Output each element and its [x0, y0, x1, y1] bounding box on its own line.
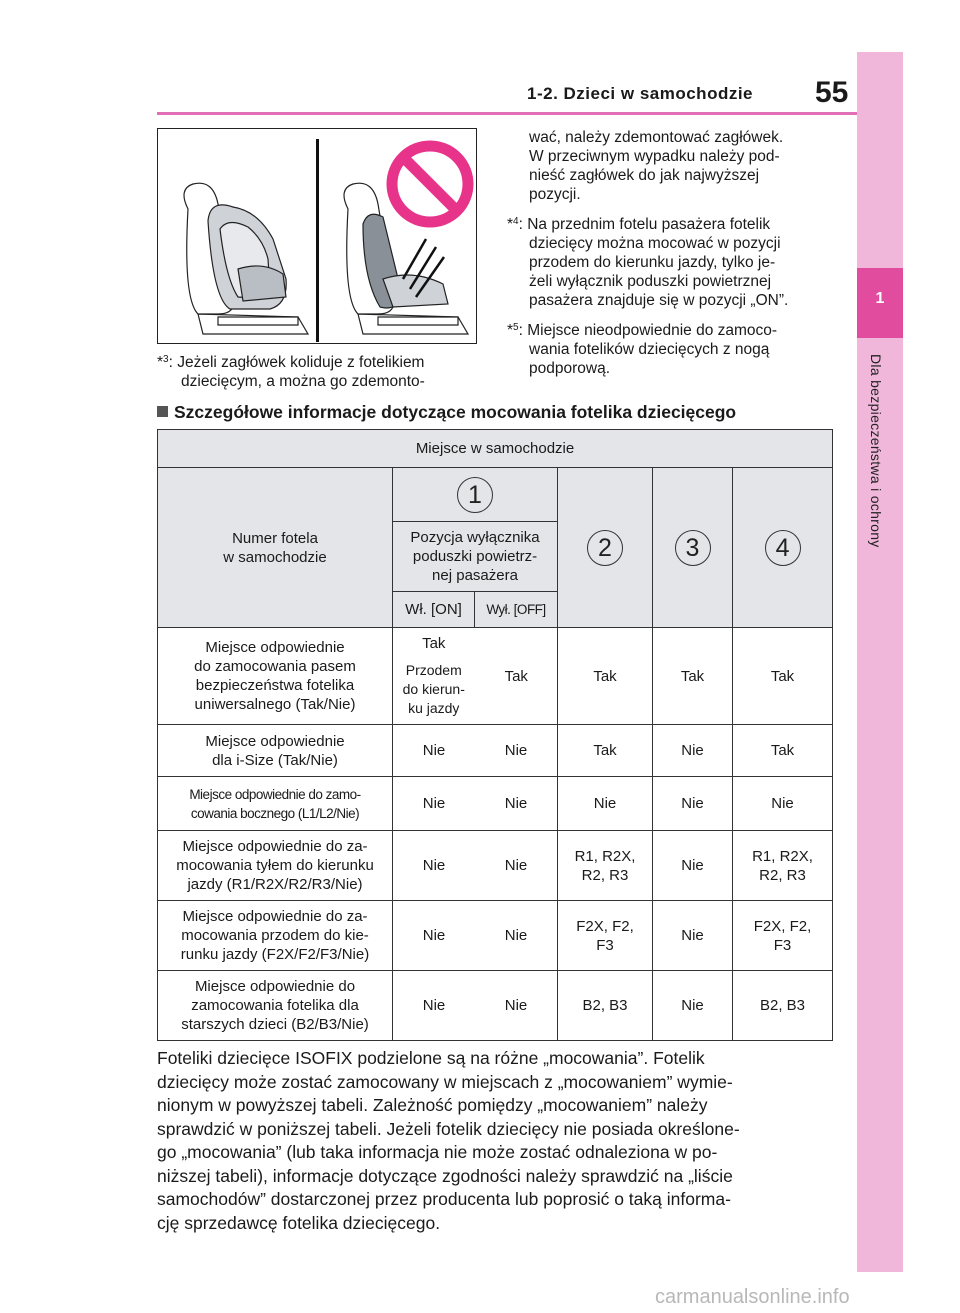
- chapter-side-tab: [857, 52, 903, 1272]
- figure-divider: [316, 139, 319, 342]
- chapter-number: 1: [875, 290, 885, 307]
- footnote-line: : Jeżeli zagłówek koliduje z fotelikiem: [168, 354, 425, 371]
- child-seat-drawing: [158, 129, 475, 342]
- watermark: carmanualsonline.info: [655, 1286, 850, 1308]
- table-row: Miejsce odpowiednie do zamo- cowania bocznego (L1/L2/Nie) Nie Nie Nie Nie Nie: [158, 777, 833, 831]
- seat-4-header: [733, 468, 833, 628]
- footnote-5: *$^5$: Miejsce nieodpowiednie do zamoco- wania fotelików dziecięcych z nogą podporową.: [507, 322, 778, 377]
- child-seat-illustration: [157, 128, 477, 344]
- seat-2-header: [558, 468, 653, 628]
- airbag-off-header: Wył. [OFF]: [475, 592, 558, 628]
- header-rule: [157, 112, 860, 115]
- table-top-header: Miejsce w samochodzie: [158, 430, 833, 468]
- footnote-marker: *: [157, 354, 164, 371]
- page-number: 55: [815, 76, 849, 109]
- running-header: 1-2. Dzieci w samochodzie: [527, 84, 754, 103]
- section-heading: Szczegółowe informacje dotyczące mocowania fotelika dziecięcego: [157, 402, 736, 423]
- table-row: Miejsce odpowiednie do za- mocowania przodem do kie- runku jazdy (F2X/F2/F3/Nie) Nie Nie F2X, F2, F3 Nie F2X, F2, F3: [158, 901, 833, 971]
- seat-3-icon: 3: [675, 530, 711, 566]
- seat-1-header: [393, 468, 558, 522]
- seat-number-label: Numer fotela w samochodzie: [158, 468, 393, 628]
- table-row: Miejsce odpowiednie do zamocowania pasem bezpieczeństwa fotelika uniwersalnego (Tak/Nie) Tak Przodem do kierun- ku jazdy Tak Tak Tak Tak: [158, 628, 833, 725]
- footnote-line: dziecięcym, a można go zdemonto-: [181, 373, 425, 390]
- airbag-on-header: Wł. [ON]: [393, 592, 475, 628]
- seat-1-icon: 1: [457, 477, 493, 513]
- footnote-3: [157, 350, 425, 391]
- isofix-paragraph: Foteliki dziecięce ISOFIX podzielone są na różne „mocowania”. Fotelik dziecięcy może zostać zamocowany w miejscach z „mocowaniem” wymie- nionym w powyższej tabeli. Zależność pomiędzy „mocowaniem” należy sprawdzić w poniższej tabeli. Jeżeli fotelik dziecięcy nie posiada określone- go „mocowania” (lub taka informacja nie może zostać odnaleziona w po- niższej tabeli), informacje dotyczące zgodności należy sprawdzić na „liście samochodów” dostarczonej przez producenta lub poprosić o taką informa- cję sprzedawcę fotelika dziecięcego.: [157, 1048, 740, 1233]
- car-seat-left-icon: [184, 183, 308, 334]
- table-row: Miejsce odpowiednie do za- mocowania tyłem do kierunku jazdy (R1/R2X/R2/R3/Nie) Nie Nie R1, R2X, R2, R3 Nie R1, R2X, R2, R3: [158, 831, 833, 901]
- footnote-3-continued: wać, należy zdemontować zagłówek. W przeciwnym wypadku należy pod- nieść zagłówek do jak najwyższej pozycji.: [529, 129, 784, 203]
- square-bullet-icon: [157, 406, 168, 417]
- seat-2-icon: 2: [587, 530, 623, 566]
- seat-4-icon: 4: [765, 530, 801, 566]
- table-row: Miejsce odpowiednie dla i-Size (Tak/Nie) Nie Nie Tak Nie Tak: [158, 725, 833, 777]
- footnote-4: *$^4$: Na przednim fotelu pasażera fotelik dziecięcy można mocować w pozycji przodem do kierunku jazdy, tylko je- żeli wyłącznik poduszki powietrznej pasażera znajduje się w pozycji „ON”.: [507, 216, 789, 309]
- airbag-switch-label: Pozycja wyłącznika poduszki powietrz- nej pasażera: [393, 522, 558, 592]
- isofix-table: [157, 429, 833, 1041]
- table-row: Miejsce odpowiednie do zamocowania fotelika dla starszych dzieci (B2/B3/Nie) Nie Nie B2, B3 Nie B2, B3: [158, 971, 833, 1041]
- chapter-title: Dla bezpieczeństwa i ochrony: [868, 354, 884, 548]
- prohibition-icon: [392, 146, 468, 222]
- footnote-number: 3: [163, 354, 169, 365]
- seat-3-header: [653, 468, 733, 628]
